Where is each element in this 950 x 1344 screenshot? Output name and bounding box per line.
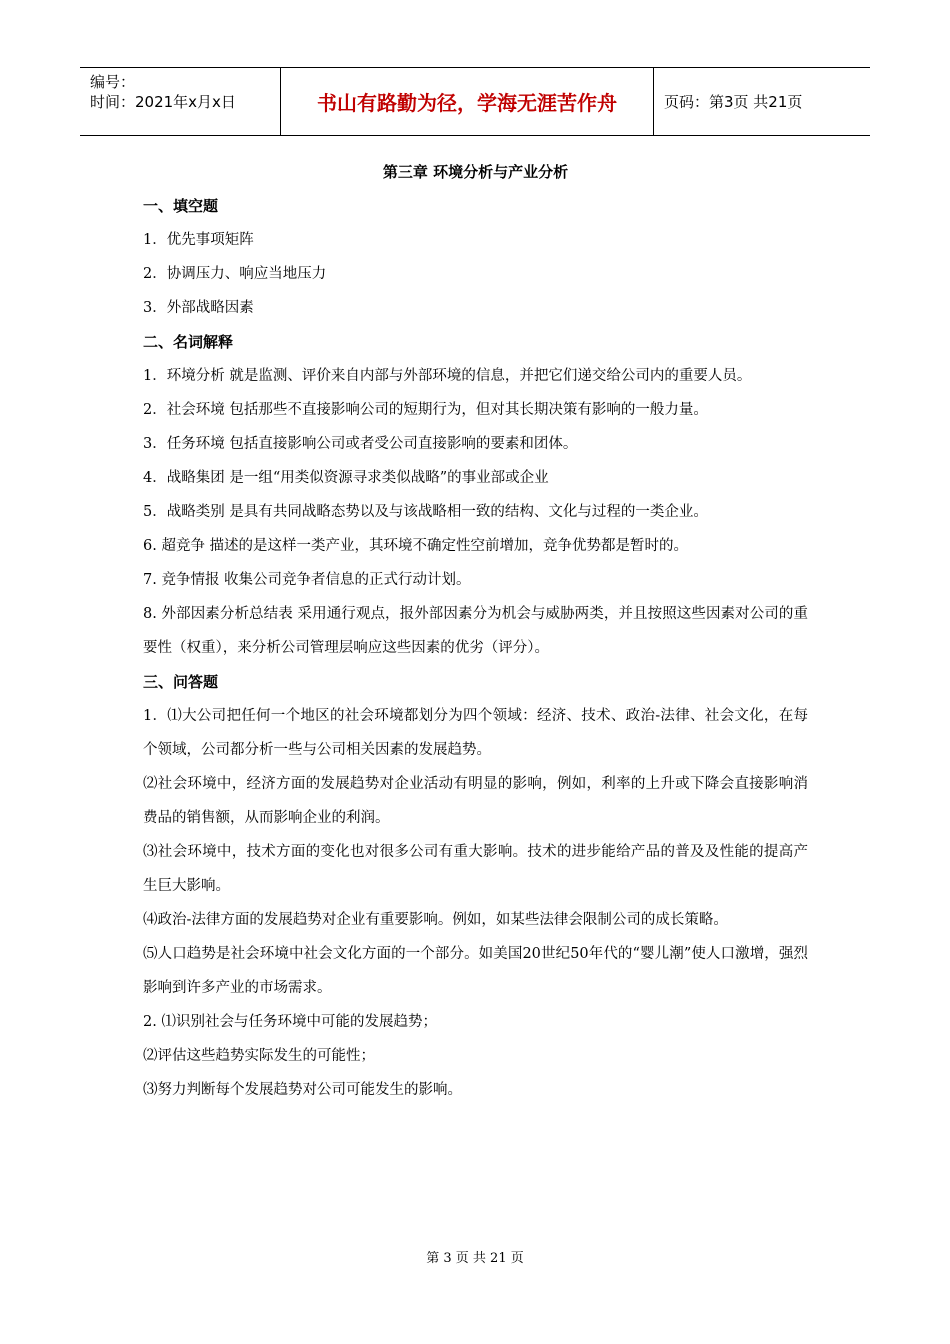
list-item: 3．任务环境 包括直接影响公司或者受公司直接影响的要素和团体。 xyxy=(143,436,578,452)
section-heading-fill: 一、填空题 xyxy=(143,197,219,215)
list-item: 1．⑴大公司把任何一个地区的社会环境都划分为四个领域：经济、技术、政治-法律、社会文化，在每个领域，公司都分析一些与公司相关因素的发展趋势。 xyxy=(143,708,808,758)
list-item: 8. 外部因素分析总结表 采用通行观点，报外部因素分为机会与威胁两类，并且按照这些因素对公司的重要性（权重），来分析公司管理层响应这些因素的优劣（评分）。 xyxy=(143,606,808,656)
document-date: 时间：2021年x月x日 xyxy=(90,93,236,111)
list-item: 2. ⑴识别社会与任务环境中可能的发展趋势； xyxy=(143,1014,437,1030)
header-meta xyxy=(80,68,280,135)
list-item: 4．战略集团 是一组“用类似资源寻求类似战略”的事业部或企业 xyxy=(143,470,549,486)
chapter-title: 第三章 环境分析与产业分析 xyxy=(382,163,569,181)
list-item: 6. 超竞争 描述的是这样一类产业，其环境不确定性空前增加，竞争优势都是暂时的。 xyxy=(143,538,689,554)
list-item: ⑶努力判断每个发展趋势对公司可能发生的影响。 xyxy=(143,1082,462,1098)
page-footer: 第 3 页 共 21 页 xyxy=(426,1251,524,1266)
list-item: 2．社会环境 包括那些不直接影响公司的短期行为，但对其长期决策有影响的一般力量。 xyxy=(143,402,708,418)
list-item: ⑷政治-法律方面的发展趋势对企业有重要影响。例如，如某些法律会限制公司的成长策略。 xyxy=(143,912,728,928)
list-item: ⑸人口趋势是社会环境中社会文化方面的一个部分。如美国20世纪50年代的“婴儿潮”使人口激增，强烈影响到许多产业的市场需求。 xyxy=(143,946,808,996)
section-heading-terms: 二、名词解释 xyxy=(143,333,234,351)
section-heading-qa: 三、问答题 xyxy=(143,673,219,691)
header-table xyxy=(80,67,870,136)
list-item: 3．外部战略因素 xyxy=(143,300,254,316)
list-item: ⑶社会环境中，技术方面的变化也对很多公司有重大影响。技术的进步能给产品的普及及性能的提高产生巨大影响。 xyxy=(143,844,808,894)
list-item: ⑵评估这些趋势实际发生的可能性； xyxy=(143,1048,375,1064)
list-item: 7. 竞争情报 收集公司竞争者信息的正式行动计划。 xyxy=(143,572,471,588)
list-item: 1．优先事项矩阵 xyxy=(143,232,254,248)
document-body xyxy=(143,155,808,1107)
header-motto: 书山有路勤为径，学海无涯苦作舟 xyxy=(280,68,654,135)
list-item: ⑵社会环境中，经济方面的发展趋势对企业活动有明显的影响，例如，利率的上升或下降会直接影响消费品的销售额，从而影响企业的利润。 xyxy=(143,776,808,826)
list-item: 2．协调压力、响应当地压力 xyxy=(143,266,327,282)
list-item: 5．战略类别 是具有共同战略态势以及与该战略相一致的结构、文化与过程的一类企业。 xyxy=(143,504,708,520)
header-page-info: 页码：第3页 共21页 xyxy=(664,93,803,111)
list-item: 1．环境分析 就是监测、评价来自内部与外部环境的信息，并把它们递交给公司内的重要人员。 xyxy=(143,368,752,384)
document-number: 编号： xyxy=(90,73,136,91)
